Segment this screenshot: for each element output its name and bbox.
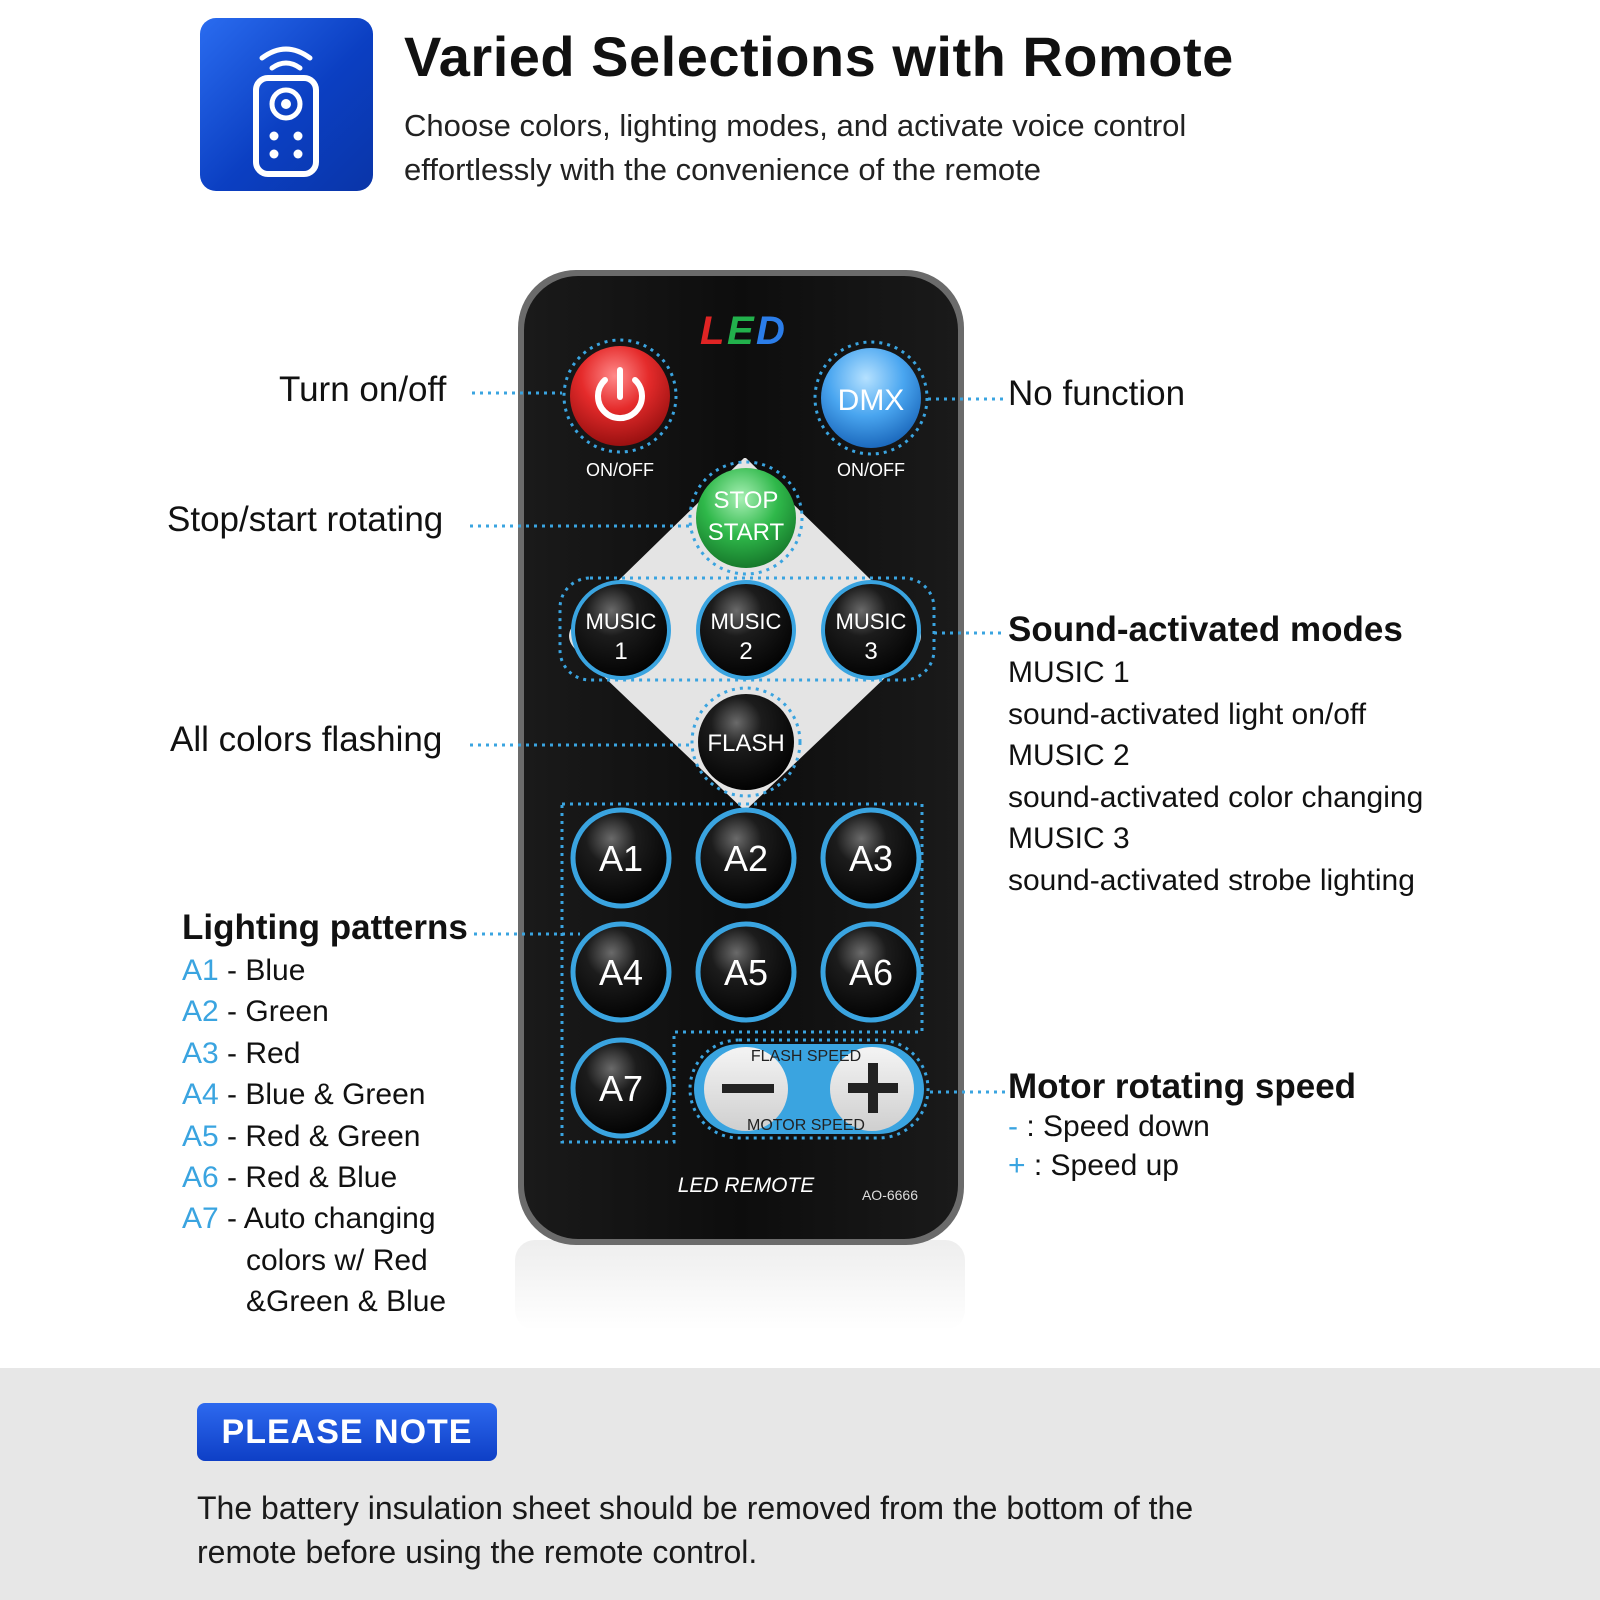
a5-button[interactable] — [698, 924, 794, 1020]
a2-button[interactable] — [698, 810, 794, 906]
note-line-2: remote before using the remote control. — [197, 1534, 758, 1570]
led-logo-l: L — [700, 309, 725, 353]
a-button-label: A7 — [598, 1068, 644, 1109]
pattern-code: A3 — [182, 1036, 219, 1070]
a3-button[interactable] — [823, 810, 919, 906]
music-3-number: 3 — [864, 638, 878, 665]
music-2-word: MUSIC — [710, 609, 782, 634]
pattern-item — [182, 1161, 436, 1202]
page-title: Varied Selections with Romote — [404, 25, 1234, 88]
note-text — [197, 1486, 1397, 1574]
callout-all-colors: All colors flashing — [170, 720, 443, 759]
pattern-separator: - — [218, 1160, 246, 1194]
music-1-button[interactable] — [573, 582, 669, 678]
pattern-item — [182, 1202, 436, 1243]
speed-down-button[interactable] — [722, 1084, 774, 1093]
remote-model-label: AO-6666 — [861, 1187, 919, 1203]
a-button-label: A1 — [598, 838, 644, 879]
pattern-text: Red & Green — [245, 1119, 421, 1153]
please-note-badge: PLEASE NOTE — [197, 1403, 497, 1461]
music-2-button[interactable] — [698, 582, 794, 678]
a-button-label: A5 — [723, 952, 769, 993]
callout-lighting-patterns: Lighting patterns — [182, 908, 468, 947]
pattern-separator: - — [218, 954, 246, 987]
minus-icon — [722, 1084, 774, 1093]
a-button-label: A4 — [598, 952, 644, 993]
speed-down-text: : Speed down — [1018, 1110, 1210, 1143]
power-caption: ON/OFF — [586, 460, 654, 480]
pattern-text: Green — [245, 995, 329, 1029]
pattern-item — [182, 995, 436, 1036]
pattern-separator: - — [218, 1036, 246, 1070]
callout-turn-onoff: Turn on/off — [279, 370, 447, 409]
pattern-text: Red — [245, 1036, 301, 1070]
pattern-text: Blue — [245, 954, 306, 987]
plus-symbol: + — [1008, 1149, 1026, 1182]
subtitle-line-2: effortlessly with the convenience of the remote — [404, 152, 1041, 187]
pattern-code: A5 — [182, 1119, 219, 1153]
a-button-label: A6 — [848, 952, 894, 993]
pattern-code: A1 — [182, 954, 219, 987]
a-button-label: A3 — [848, 838, 894, 879]
pattern-item — [182, 1037, 436, 1078]
a4-button[interactable] — [573, 924, 669, 1020]
start-label: START — [707, 519, 785, 546]
pattern-separator: - — [218, 995, 246, 1029]
motor-speed-label: MOTOR SPEED — [747, 1117, 865, 1134]
dmx-caption: ON/OFF — [837, 460, 905, 480]
music-3-desc: sound-activated strobe lighting — [1008, 864, 1415, 897]
music-1-number: 1 — [614, 638, 628, 665]
speed-up-text: : Speed up — [1025, 1149, 1179, 1182]
speed-up-legend — [1008, 1149, 1179, 1183]
music-2-desc: sound-activated color changing — [1008, 781, 1424, 814]
stop-label: STOP — [713, 487, 779, 514]
led-logo-d: D — [756, 309, 785, 353]
patterns-list — [182, 954, 436, 1244]
pattern-a7-continued-1: colors w/ Red — [246, 1244, 428, 1277]
flash-label: FLASH — [707, 730, 785, 757]
note-line-1: The battery insulation sheet should be removed from the bottom of the — [197, 1490, 1194, 1526]
a7-button[interactable] — [573, 1040, 669, 1136]
pattern-text: Red & Blue — [245, 1160, 398, 1194]
pattern-item — [182, 1120, 436, 1161]
pattern-code: A7 — [182, 1202, 219, 1236]
remote-name-label: LED REMOTE — [677, 1174, 815, 1197]
pattern-text: Blue & Green — [245, 1078, 426, 1112]
flash-speed-label: FLASH SPEED — [750, 1048, 862, 1065]
pattern-item — [182, 1078, 436, 1119]
minus-symbol: - — [1008, 1110, 1018, 1143]
subtitle-line-1: Choose colors, lighting modes, and activate voice control — [404, 108, 1187, 143]
music-3-button[interactable] — [823, 582, 919, 678]
music-1-word: MUSIC — [585, 609, 657, 634]
music-2-number: 2 — [739, 638, 753, 665]
speed-down-legend — [1008, 1110, 1210, 1144]
pattern-item — [182, 954, 436, 995]
callout-motor-speed: Motor rotating speed — [1008, 1067, 1357, 1106]
pattern-separator: - — [218, 1078, 246, 1112]
a-button-label: A2 — [723, 838, 769, 879]
music-1-desc: sound-activated light on/off — [1008, 698, 1367, 731]
led-logo-e: E — [727, 309, 754, 353]
callout-sound-modes: Sound-activated modes — [1008, 610, 1403, 649]
music-3-word: MUSIC — [835, 609, 907, 634]
pattern-separator: - — [218, 1119, 246, 1153]
music-3-title: MUSIC 3 — [1008, 822, 1130, 855]
dmx-label: DMX — [837, 384, 905, 417]
callout-stop-start: Stop/start rotating — [167, 500, 444, 539]
a1-button[interactable] — [573, 810, 669, 906]
pattern-separator: - — [218, 1202, 244, 1236]
pattern-text: Auto changing — [243, 1202, 436, 1236]
callout-no-function: No function — [1008, 374, 1186, 413]
pattern-code: A2 — [182, 995, 219, 1029]
a6-button[interactable] — [823, 924, 919, 1020]
music-1-title: MUSIC 1 — [1008, 656, 1130, 689]
pattern-code: A6 — [182, 1160, 219, 1194]
pattern-code: A4 — [182, 1078, 219, 1112]
pattern-a7-continued-2: &Green & Blue — [246, 1285, 447, 1318]
music-2-title: MUSIC 2 — [1008, 739, 1130, 772]
